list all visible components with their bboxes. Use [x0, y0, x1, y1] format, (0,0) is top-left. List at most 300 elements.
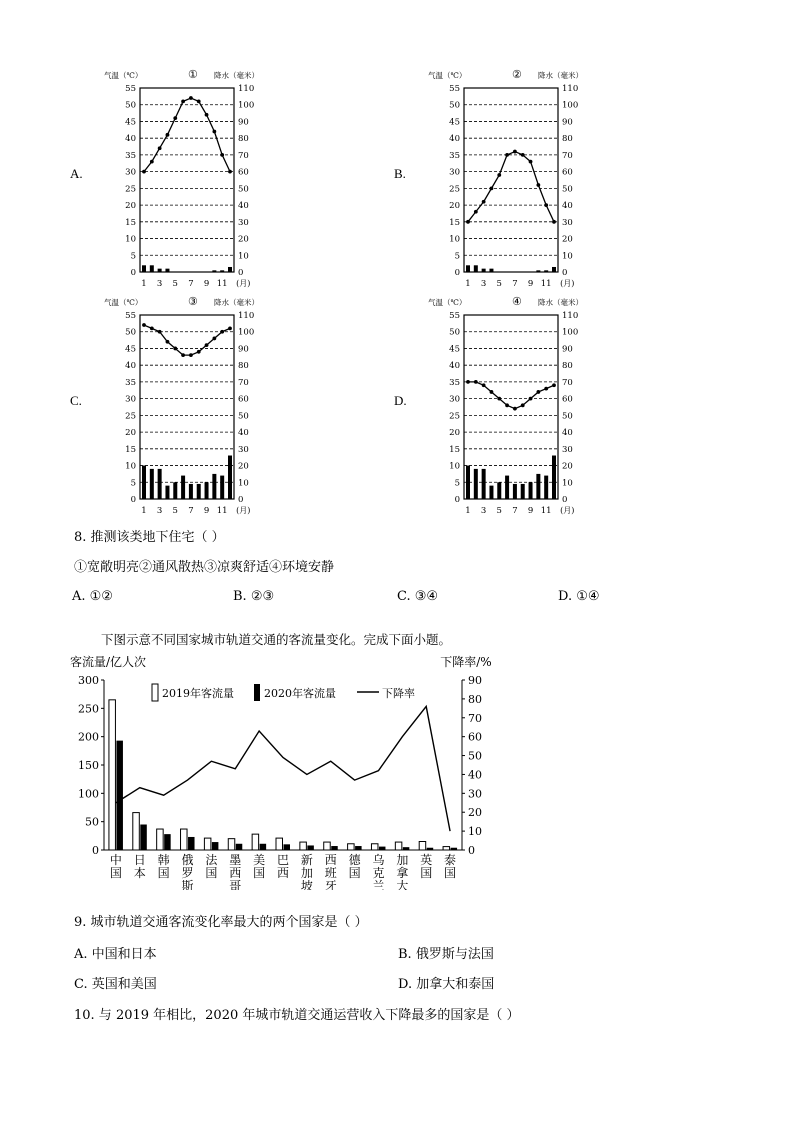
precip-bar	[142, 265, 146, 272]
month-tick-label: 3	[480, 506, 487, 516]
y-tick-label: 100	[78, 787, 99, 801]
y2-tick-label: 80	[468, 692, 482, 706]
month-tick-label: 7	[188, 279, 194, 289]
y-tick-label: 200	[78, 730, 99, 744]
precip-bar	[552, 456, 556, 499]
bar-2019	[181, 829, 188, 850]
x-category-label: 班	[324, 866, 337, 880]
temp-tick-label: 35	[125, 150, 136, 161]
q8-option-b[interactable]: B. ②③	[233, 589, 275, 604]
temp-tick-label: 15	[449, 444, 460, 455]
temp-point	[166, 133, 170, 137]
precip-bar	[142, 466, 146, 499]
bar-2020	[236, 844, 243, 850]
x-category-label: 兰	[372, 879, 385, 890]
bar-2019	[443, 847, 450, 850]
temp-point	[166, 340, 170, 344]
bar-2019	[109, 700, 116, 850]
month-tick-label: 5	[172, 279, 178, 289]
temp-tick-label: 55	[449, 311, 460, 321]
precip-tick-label: 70	[238, 377, 249, 388]
temp-tick-label: 20	[125, 428, 136, 439]
precip-tick-label: 30	[562, 444, 573, 455]
temp-point	[158, 330, 162, 334]
precip-tick-label: 50	[238, 184, 249, 195]
temp-tick-label: 20	[449, 428, 460, 439]
precip-bar	[228, 267, 232, 272]
q8-option-d[interactable]: D. ①④	[558, 589, 600, 604]
temp-point	[529, 397, 533, 401]
x-category-label: 法	[205, 853, 218, 867]
month-tick-label: 5	[172, 506, 178, 516]
temp-point	[482, 200, 486, 204]
temp-point	[173, 347, 177, 351]
temp-tick-label: 40	[449, 134, 460, 145]
chart-number: ④	[512, 295, 522, 308]
precip-tick-label: 20	[562, 234, 573, 245]
x-category-label: 国	[348, 866, 361, 880]
month-tick-label: 9	[527, 506, 534, 516]
temp-tick-label: 45	[125, 344, 136, 355]
x-category-label: 国	[420, 866, 433, 880]
bar-2020	[379, 847, 386, 850]
month-tick-label: 3	[480, 279, 487, 289]
x-category-label: 西	[276, 866, 290, 880]
month-tick-label: 5	[496, 506, 502, 516]
temp-tick-label: 5	[454, 478, 460, 489]
bar-2019	[419, 842, 426, 851]
x-category-label: 国	[157, 866, 170, 880]
plot-frame	[140, 315, 234, 499]
temp-point	[497, 397, 501, 401]
q8-option-c[interactable]: C. ③④	[397, 589, 439, 604]
temp-tick-label: 25	[449, 411, 460, 422]
x-category-label: 日	[133, 853, 146, 867]
month-tick-label: 3	[156, 279, 163, 289]
precip-tick-label: 0	[562, 268, 568, 278]
climate-option-letter[interactable]: B.	[394, 166, 406, 181]
temp-tick-label: 30	[125, 394, 136, 405]
temp-tick-label: 25	[449, 184, 460, 195]
precip-tick-label: 30	[562, 217, 573, 228]
temp-tick-label: 50	[125, 100, 136, 111]
y2-tick-label: 0	[468, 844, 475, 857]
bar-2019	[348, 844, 355, 850]
precip-bar	[165, 269, 169, 272]
q9-option-a[interactable]: A. 中国和日本	[74, 947, 157, 962]
precip-bar	[197, 484, 201, 499]
temp-point	[189, 96, 193, 100]
month-tick-label: 7	[512, 506, 518, 516]
temp-tick-label: 25	[125, 184, 136, 195]
precip-tick-label: 20	[238, 461, 249, 472]
precip-tick-label: 110	[562, 84, 579, 94]
precip-bar	[474, 265, 478, 272]
climate-chart	[414, 66, 654, 296]
month-unit-label: (月)	[236, 279, 251, 288]
precip-bar	[165, 486, 169, 499]
temp-tick-label: 55	[449, 84, 460, 94]
y-tick-label: 0	[92, 844, 99, 857]
precip-tick-label: 50	[238, 411, 249, 422]
month-unit-label: (月)	[236, 506, 251, 515]
temp-line	[468, 152, 554, 222]
precip-tick-label: 30	[238, 217, 249, 228]
temp-point	[513, 407, 517, 411]
temp-tick-label: 15	[125, 217, 136, 228]
x-category-label: 国	[253, 866, 266, 880]
temp-tick-label: 0	[454, 495, 460, 505]
temp-point	[181, 99, 185, 103]
x-category-label: 斯	[181, 879, 194, 890]
precip-bar	[228, 456, 232, 499]
temp-tick-label: 35	[449, 377, 460, 388]
temp-point	[536, 390, 540, 394]
climate-option-letter[interactable]: C.	[70, 393, 82, 408]
temp-point	[513, 150, 517, 154]
q9-option-c[interactable]: C. 英国和美国	[74, 977, 157, 992]
temp-tick-label: 35	[125, 377, 136, 388]
precip-axis-label: 降水（毫米）	[214, 71, 259, 80]
temp-tick-label: 0	[130, 268, 136, 278]
month-tick-label: 9	[203, 279, 210, 289]
precip-tick-label: 10	[562, 478, 573, 489]
temp-point	[466, 220, 470, 224]
temp-line	[144, 98, 230, 172]
month-tick-label: 7	[512, 279, 518, 289]
temp-point	[466, 380, 470, 384]
bar-2020	[427, 848, 434, 850]
temp-point	[212, 337, 216, 341]
precip-bar	[189, 484, 193, 499]
x-category-label: 罗	[181, 866, 194, 880]
y-axis-title: 客流量/亿人次	[70, 655, 147, 669]
plot-frame	[140, 88, 234, 272]
temp-axis-label: 气温（℃）	[104, 71, 143, 80]
temp-point	[544, 387, 548, 391]
temp-point	[536, 183, 540, 187]
precip-tick-label: 0	[562, 495, 568, 505]
y-tick-label: 250	[78, 702, 99, 716]
precip-axis-label: 降水（毫米）	[538, 71, 583, 80]
temp-point	[181, 353, 185, 357]
chart-intro: 下图示意不同国家城市轨道交通的客流量变化。完成下面小题。	[101, 632, 452, 647]
temp-tick-label: 30	[449, 394, 460, 405]
precip-bar	[489, 269, 493, 272]
bar-2020	[307, 845, 314, 850]
legend-label-2019: 2019年客流量	[162, 687, 234, 700]
bar-2019	[395, 842, 402, 850]
precip-bar	[181, 476, 185, 499]
precip-tick-label: 50	[562, 411, 573, 422]
bar-2019	[133, 813, 140, 850]
precip-tick-label: 110	[238, 84, 255, 94]
month-tick-label: 5	[496, 279, 502, 289]
legend-label-rate: 下降率	[382, 687, 415, 700]
temp-point	[490, 390, 494, 394]
precip-tick-label: 20	[238, 234, 249, 245]
x-category-label: 泰	[444, 853, 457, 867]
month-tick-label: 1	[141, 506, 147, 516]
temp-point	[197, 99, 201, 103]
temp-point	[552, 220, 556, 224]
precip-tick-label: 50	[562, 184, 573, 195]
month-unit-label: (月)	[560, 506, 575, 515]
precip-bar	[158, 469, 162, 499]
chart-number: ③	[188, 295, 198, 308]
precip-tick-label: 30	[238, 444, 249, 455]
x-category-label: 新	[300, 853, 313, 867]
temp-point	[497, 173, 501, 177]
temp-point	[505, 403, 509, 407]
y2-tick-label: 90	[468, 674, 482, 687]
bar-2020	[212, 842, 219, 850]
temp-tick-label: 35	[449, 150, 460, 161]
temp-tick-label: 40	[449, 361, 460, 372]
bar-2020	[331, 846, 338, 850]
temp-tick-label: 45	[125, 117, 136, 128]
precip-tick-label: 0	[238, 495, 244, 505]
temp-line	[144, 325, 230, 355]
question-8-stem: 8. 推测该类地下住宅（ ）	[74, 530, 225, 545]
temp-point	[482, 383, 486, 387]
x-category-label: 加	[396, 853, 409, 867]
temp-point	[173, 116, 177, 120]
precip-tick-label: 60	[238, 394, 249, 405]
temp-axis-label: 气温（℃）	[428, 71, 467, 80]
precip-bar	[212, 474, 216, 499]
temp-line	[468, 382, 554, 409]
temp-axis-label: 气温（℃）	[428, 298, 467, 307]
y2-tick-label: 10	[468, 825, 482, 839]
precip-bar	[529, 482, 533, 499]
precip-bar	[220, 270, 224, 272]
temp-point	[228, 326, 232, 330]
precip-bar	[220, 476, 224, 499]
temp-tick-label: 30	[125, 167, 136, 178]
x-category-label: 国	[109, 866, 122, 880]
y2-axis-title: 下降率/%	[440, 655, 492, 669]
temp-point	[220, 153, 224, 157]
month-tick-label: 7	[188, 506, 194, 516]
x-category-label: 西	[324, 853, 337, 867]
y2-tick-label: 50	[468, 749, 482, 763]
x-category-label: 俄	[181, 853, 194, 867]
y2-tick-label: 40	[468, 768, 482, 782]
precip-tick-label: 70	[238, 150, 249, 161]
x-category-label: 墨	[229, 853, 242, 867]
temp-tick-label: 20	[449, 201, 460, 212]
decline-rate-line	[116, 706, 450, 831]
precip-tick-label: 100	[238, 100, 255, 111]
precip-tick-label: 80	[562, 134, 573, 145]
precip-tick-label: 40	[238, 428, 249, 439]
precip-tick-label: 90	[238, 344, 249, 355]
precip-tick-label: 0	[238, 268, 244, 278]
bar-2019	[228, 839, 235, 850]
temp-tick-label: 5	[454, 251, 460, 262]
rail-transit-chart	[70, 650, 510, 890]
precip-bar	[536, 474, 540, 499]
y2-tick-label: 60	[468, 730, 482, 744]
precip-bar	[489, 486, 493, 499]
bar-2019	[300, 842, 307, 850]
precip-bar	[497, 482, 501, 499]
precip-tick-label: 110	[562, 311, 579, 321]
precip-tick-label: 10	[238, 251, 249, 262]
temp-point	[220, 330, 224, 334]
bar-2020	[451, 848, 458, 850]
temp-point	[544, 203, 548, 207]
bar-2020	[116, 741, 123, 850]
temp-tick-label: 15	[125, 444, 136, 455]
y2-tick-label: 30	[468, 787, 482, 801]
month-tick-label: 11	[540, 506, 552, 516]
x-category-label: 国	[444, 866, 457, 880]
precip-bar	[205, 482, 209, 499]
precip-bar	[466, 265, 470, 272]
temp-point	[142, 170, 146, 174]
x-category-label: 拿	[396, 866, 409, 880]
y2-tick-label: 70	[468, 711, 482, 725]
legend-label-2020: 2020年客流量	[264, 687, 336, 700]
precip-bar	[466, 466, 470, 499]
precip-tick-label: 60	[562, 394, 573, 405]
month-tick-label: 11	[540, 279, 552, 289]
climate-option-letter[interactable]: A.	[70, 166, 83, 181]
month-tick-label: 9	[527, 279, 534, 289]
precip-axis-label: 降水（毫米）	[538, 298, 583, 307]
x-category-label: 牙	[324, 879, 337, 890]
temp-tick-label: 50	[125, 327, 136, 338]
x-category-label: 乌	[372, 853, 385, 867]
precip-tick-label: 100	[562, 100, 579, 111]
temp-point	[521, 153, 525, 157]
x-category-label: 哥	[229, 879, 242, 890]
month-tick-label: 1	[465, 279, 471, 289]
climate-option-letter[interactable]: D.	[394, 393, 407, 408]
x-category-label: 美	[253, 853, 266, 867]
y-tick-label: 50	[85, 815, 99, 829]
temp-point	[474, 380, 478, 384]
precip-bar	[482, 469, 486, 499]
q9-option-d[interactable]: D. 加拿大和泰国	[398, 977, 495, 992]
precip-bar	[521, 484, 525, 499]
bar-2019	[252, 834, 259, 850]
temp-tick-label: 45	[449, 117, 460, 128]
y-tick-label: 300	[78, 674, 99, 687]
climate-chart	[90, 293, 330, 523]
plot-frame	[464, 88, 558, 272]
month-tick-label: 9	[203, 506, 210, 516]
y-tick-label: 150	[78, 759, 99, 772]
precip-tick-label: 80	[238, 361, 249, 372]
x-category-label: 韩	[157, 853, 170, 867]
bar-2020	[188, 837, 195, 850]
x-category-label: 坡	[300, 879, 313, 890]
x-category-label: 大	[396, 879, 409, 890]
bar-2019	[157, 829, 164, 850]
climate-chart	[414, 293, 654, 523]
temp-point	[197, 350, 201, 354]
precip-tick-label: 80	[238, 134, 249, 145]
month-tick-label: 11	[216, 279, 228, 289]
precip-bar	[150, 469, 154, 499]
temp-point	[529, 160, 533, 164]
question-10-stem: 10. 与 2019 年相比，2020 年城市轨道交通运营收入下降最多的国家是（ ）	[74, 1008, 520, 1023]
month-tick-label: 3	[156, 506, 163, 516]
temp-tick-label: 40	[125, 361, 136, 372]
temp-tick-label: 15	[449, 217, 460, 228]
q8-option-a[interactable]: A. ①②	[72, 589, 113, 604]
x-category-label: 英	[420, 853, 433, 867]
bar-2020	[284, 844, 291, 850]
climate-chart	[90, 66, 330, 296]
temp-point	[189, 353, 193, 357]
precip-bar	[482, 269, 486, 272]
bar-2020	[355, 846, 362, 850]
precip-bar	[513, 484, 517, 499]
precip-tick-label: 60	[238, 167, 249, 178]
legend-swatch-2020	[254, 684, 260, 701]
precip-bar	[158, 269, 162, 272]
bar-2020	[140, 825, 147, 851]
x-category-label: 西	[229, 866, 242, 880]
precip-tick-label: 20	[562, 461, 573, 472]
bar-2019	[276, 838, 283, 850]
temp-tick-label: 0	[454, 268, 460, 278]
temp-point	[552, 383, 556, 387]
precip-bar	[150, 265, 154, 272]
bar-2019	[204, 838, 211, 850]
month-tick-label: 11	[216, 506, 228, 516]
temp-point	[521, 403, 525, 407]
precip-bar	[173, 482, 177, 499]
q9-option-b[interactable]: B. 俄罗斯与法国	[398, 947, 494, 962]
temp-tick-label: 10	[125, 234, 136, 245]
precip-bar	[544, 270, 548, 272]
month-tick-label: 1	[465, 506, 471, 516]
temp-tick-label: 10	[125, 461, 136, 472]
precip-tick-label: 40	[562, 201, 573, 212]
precip-tick-label: 90	[562, 344, 573, 355]
precip-tick-label: 10	[562, 251, 573, 262]
x-category-label: 克	[372, 866, 385, 880]
bar-2020	[260, 844, 267, 850]
temp-point	[142, 323, 146, 327]
temp-tick-label: 50	[449, 100, 460, 111]
precip-tick-label: 90	[238, 117, 249, 128]
x-category-label: 中	[109, 853, 122, 867]
precip-tick-label: 10	[238, 478, 249, 489]
bar-2019	[324, 842, 331, 850]
precip-bar	[474, 469, 478, 499]
precip-tick-label: 100	[238, 327, 255, 338]
precip-tick-label: 70	[562, 377, 573, 388]
chart-number: ①	[188, 68, 198, 81]
precip-bar	[536, 270, 540, 272]
bar-2020	[164, 834, 171, 850]
x-category-label: 巴	[276, 853, 290, 867]
precip-tick-label: 80	[562, 361, 573, 372]
question-9-stem: 9. 城市轨道交通客流变化率最大的两个国家是（ ）	[74, 915, 368, 930]
temp-tick-label: 25	[125, 411, 136, 422]
x-category-label: 加	[300, 866, 313, 880]
month-unit-label: (月)	[560, 279, 575, 288]
precip-bar	[212, 270, 216, 272]
temp-point	[150, 160, 154, 164]
legend-swatch-2019	[152, 684, 158, 701]
